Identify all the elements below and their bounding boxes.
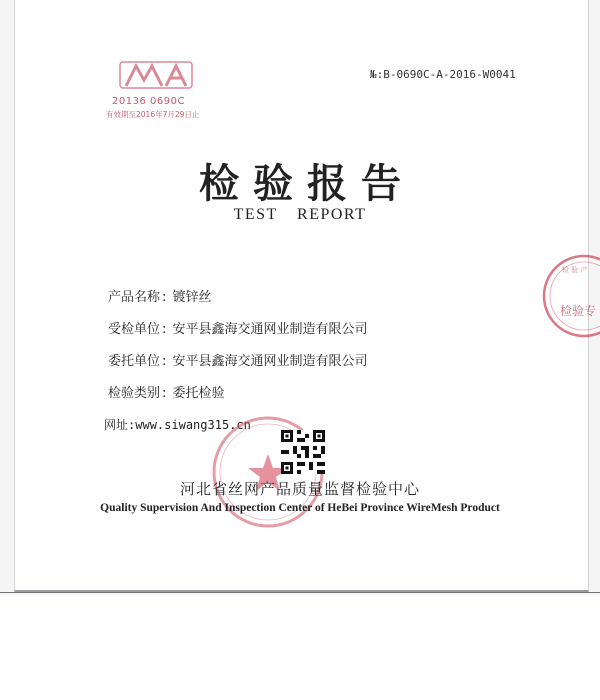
field-client-unit: 委托单位 : 安平县鑫海交通网业制造有限公司 <box>108 354 368 369</box>
website-link[interactable]: www.siwang315.cn <box>135 418 251 432</box>
cma-logo-icon <box>96 58 216 98</box>
field-label: 受检单位 <box>108 322 161 337</box>
website-row: 网址:www.siwang315.cn <box>104 418 251 432</box>
issuer-name-en: Quality Supervision And Inspection Center of HeBei Province WireMesh Product <box>100 502 500 514</box>
field-product-name: 产品名称 : 镀锌丝 <box>108 290 212 305</box>
field-value: 安平县鑫海交通网业制造有限公司 <box>172 322 368 337</box>
field-inspection-type: 检验类别 : 委托检验 <box>108 386 225 401</box>
field-value: 委托检验 <box>172 386 225 401</box>
report-number: №:B-0690C-A-2016-W0041 <box>370 68 516 81</box>
page-bottom-edge <box>0 592 600 593</box>
right-edge-seal <box>536 252 600 348</box>
field-inspected-unit: 受检单位 : 安平县鑫海交通网业制造有限公司 <box>108 322 368 337</box>
right-seal-label: 检验专 <box>560 304 597 318</box>
issuer-name-cn: 河北省丝网产品质量监督检验中心 <box>179 480 420 498</box>
field-label: 产品名称 <box>108 290 161 305</box>
field-value: 镀锌丝 <box>172 290 212 305</box>
cert-number: 20136 0690C <box>112 96 185 107</box>
cert-validity: 有效期至2016年7月29日止 <box>106 110 200 119</box>
report-title-cn: 检验报告 <box>199 161 415 207</box>
field-value: 安平县鑫海交通网业制造有限公司 <box>172 354 368 369</box>
report-title-en: TEST REPORT <box>233 206 367 223</box>
svg-text:检 验 产: 检 验 产 <box>562 266 588 274</box>
website-label: 网址 <box>104 418 129 432</box>
field-label: 委托单位 <box>108 354 161 369</box>
qr-code[interactable] <box>281 430 325 474</box>
cma-certification-stamp <box>96 58 216 124</box>
field-label: 检验类别 <box>108 386 161 401</box>
